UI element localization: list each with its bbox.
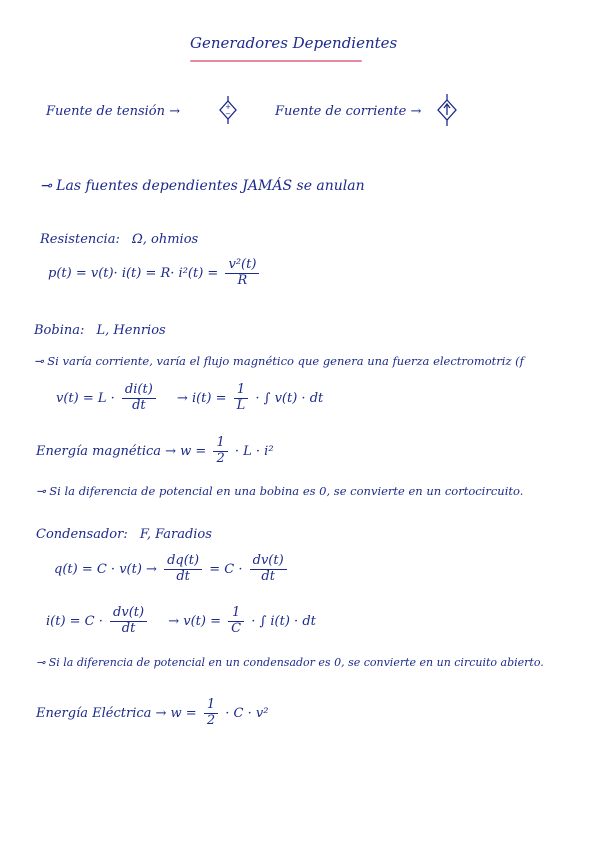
fraction-denominator: dt (261, 568, 275, 584)
diamond-arrow-icon (436, 94, 458, 126)
condensador-open-circuit-note: ⊸ Si la diferencia de potencial en un condensador es 0, se convierte en un circuito abierto. (36, 656, 544, 669)
tension-source-label: Fuente de tensión → (46, 104, 180, 119)
condensador-section (36, 527, 212, 542)
resistencia-heading: Resistencia: (40, 232, 120, 247)
condensador-f1-mid: = C · (209, 561, 243, 577)
bobina-voltage-formula (56, 383, 323, 414)
condensador-f1-lhs: q(t) = C · v(t) → (54, 561, 157, 577)
resistencia-formula-lhs: p(t) = v(t)· i(t) = R· i²(t) = (48, 265, 219, 281)
fraction-denominator: R (237, 272, 248, 288)
condensador-unit: F, Faradios (139, 527, 212, 542)
svg-text:+: + (225, 103, 231, 111)
bobina-short-circuit-note: ⊸ Si la diferencia de potencial en una bobina es 0, se convierte en un cortocircuito. (36, 484, 524, 498)
fraction-numerator: v²(t) (225, 258, 259, 274)
bobina-energy-fraction (213, 436, 227, 467)
condensador-current-formula (46, 606, 316, 637)
condensador-f1-fraction (164, 554, 202, 585)
fraction-numerator: 1 (213, 436, 227, 452)
fraction-denominator: dt (176, 568, 190, 584)
condensador-energy-lhs: Energía Eléctrica → w = (36, 705, 197, 721)
condensador-f2-mid: → v(t) = (168, 613, 221, 629)
bobina-section (34, 323, 166, 338)
bobina-flux-note: ⊸ Si varía corriente, varía el flujo magnético que genera una fuerza electromotriz (f (34, 354, 524, 368)
current-source-label: Fuente de corriente → (275, 104, 422, 119)
bobina-f1-mid: → i(t) = (176, 390, 227, 406)
resistencia-power-formula (48, 258, 262, 289)
resistencia-unit: Ω, ohmios (131, 232, 199, 247)
fraction-denominator: L (236, 397, 246, 413)
bobina-unit: L, Henrios (96, 323, 166, 338)
dependent-sources-note: ⊸ Las fuentes dependientes JAMÁS se anulan (40, 178, 365, 194)
condensador-f2-rhs: · ∫ i(t) · dt (251, 613, 316, 629)
condensador-f2-lhs: i(t) = C · (46, 613, 103, 629)
bobina-heading: Bobina: (34, 323, 85, 338)
fraction-denominator: 2 (206, 712, 216, 728)
title-underline (190, 60, 362, 62)
condensador-f2-fraction (110, 606, 147, 637)
condensador-heading: Condensador: (36, 527, 128, 542)
bobina-energy-lhs: Energía magnética → w = (36, 443, 207, 459)
fraction-denominator: dt (132, 397, 146, 413)
fraction-numerator: 1 (234, 383, 249, 399)
condensador-f2-fraction-2 (228, 606, 244, 637)
condensador-charge-formula (54, 554, 290, 585)
bobina-f1-fraction-2 (234, 383, 249, 414)
fraction-denominator: 2 (216, 450, 225, 466)
svg-text:−: − (225, 110, 231, 118)
bobina-energy-formula (36, 436, 274, 467)
condensador-energy-rhs: · C · v² (225, 705, 269, 721)
fraction-numerator: dv(t) (110, 606, 147, 622)
bobina-f1-lhs: v(t) = L · (56, 390, 115, 406)
fraction-numerator: dq(t) (164, 554, 202, 570)
bobina-f1-fraction (122, 383, 156, 414)
resistencia-section (40, 232, 198, 247)
resistencia-fraction (225, 258, 259, 289)
condensador-f1-fraction-2 (250, 554, 287, 585)
bobina-f1-rhs: · ∫ v(t) · dt (255, 390, 324, 406)
fraction-numerator: dv(t) (250, 554, 287, 570)
condensador-energy-fraction (204, 698, 218, 729)
condensador-energy-formula (36, 698, 268, 729)
fraction-numerator: 1 (204, 698, 218, 714)
fraction-denominator: dt (121, 620, 136, 636)
fraction-denominator: C (231, 620, 242, 636)
fraction-numerator: di(t) (122, 383, 156, 399)
page-title: Generadores Dependientes (190, 34, 398, 52)
bobina-energy-rhs: · L · i² (234, 443, 274, 459)
fraction-numerator: 1 (228, 606, 244, 622)
diamond-plus-minus-icon (218, 96, 238, 124)
